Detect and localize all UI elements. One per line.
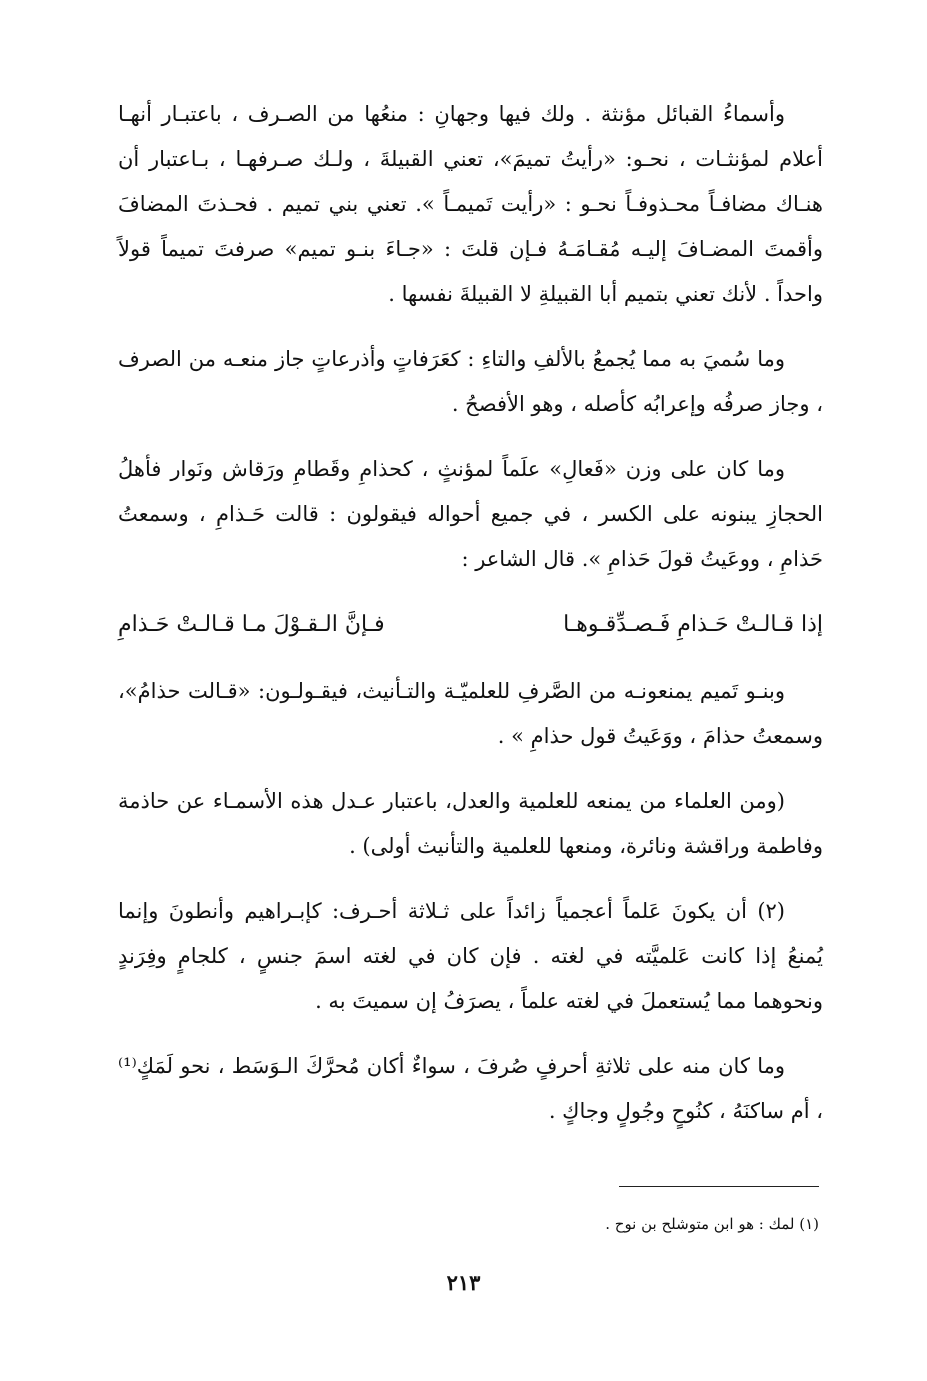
verse-first-hemistich: إذا قـالـتْ حَـذامِ فَـصـدِّقـوهـا [563, 612, 823, 637]
verse-second-hemistich: فـإنَّ الـقـوْلَ مـا قـالـتْ حَـذامِ [118, 612, 385, 637]
paragraph-faal-pattern: وما كان على وزن «فَعالِ» علَماً لمؤنثٍ ، كحذامِ وقَطامِ ورَقاش ونَوار فأهلُ الحجازِ يبنونه على الكسر ، في جميع أحواله فيقولون : قالت حَـذامِ ، وسمعتُ حَذامِ ، ووعَيتُ قولَ حَذامِ ». قال الشاعر : [118, 457, 823, 571]
poetry-verse [118, 602, 823, 647]
paragraph-scholars-opinion: (ومن العلماء من يمنعه للعلمية والعدل، باعتبار عـدل هذه الأسمـاء عن حاذمة وفاطمة وراقشة ونائرة، ومنعها للعلمية والتأنيث أولى) . [118, 789, 823, 858]
paragraph-tribe-names: وأسماءُ القبائل مؤنثة . ولك فيها وجهانِ : منعُها من الصـرف ، باعتبـار أنهـا أعلام لمؤنثـات ، نحـو: «رأيتُ تميمَ»، تعني القبيلةَ ، ولـك صـرفهـا ، بـاعتبار أن هنـاك مضافـاً محـذوفـاً نحـو : «رأيت تَميمـاً ». تعني بني تميم . فحـذتَ المضافَ وأقمتَ المضـافَ إليـه مُقـامَـهُ فـإن قلتَ : «جـاءَ بنـو تميم» صرفتَ تميماً قولاً واحداً . لأنك تعني بتميم أبا القبيلةِ لا القبيلةَ نفسها . [118, 102, 823, 306]
paragraph-bani-tamim: وبنـو تَميم يمنعونـه من الصَّرفِ للعلميّـة والتـأنيث، فيقـولـون: «قـالت حذامُ»، وسمعتُ حذامَ ، ووَعَيتُ قول حذامِ » . [118, 679, 823, 748]
page-number: ٢١٣ [446, 1270, 481, 1295]
paragraph-foreign-names: (٢) أن يكونَ عَلماً أعجمياً زائداً على ثـلاثة أحـرف: كإبـراهيم وأنطونَ وإنما يُمنعُ إذا كانت عَلميَّته في لغته . فإن كان في لغته اسمَ جنسٍ ، كلجامٍ وفِرَندٍ ونحوهما مما يُستعملَ في لغته علماً ، يصرَفُ إن سميتَ به . [118, 899, 823, 1013]
footnote-divider [619, 1186, 819, 1187]
paragraph-plural-names: وما سُميَ به مما يُجمعُ بالألفِ والتاءِ : كعَرَفاتٍ وأذرعاتٍ جاز منعـه من الصرف ، وجاز صرفُه وإعرابُه كأصله ، وهو الأفصحُ . [118, 347, 823, 416]
footnote: (١) لمك : هو ابن متوشلح بن نوح . [605, 1215, 819, 1233]
book-page-text [118, 92, 823, 1154]
paragraph-three-letter-names: وما كان منه على ثلاثةِ أحرفٍ صُرفَ ، سواءٌ أكان مُحرَّكَ الـوَسَط ، نحو لَمَكٍ⁽¹⁾ ، أم ساكنَهُ ، كنُوحٍ وجُولٍ وجاكٍ . [118, 1054, 823, 1123]
